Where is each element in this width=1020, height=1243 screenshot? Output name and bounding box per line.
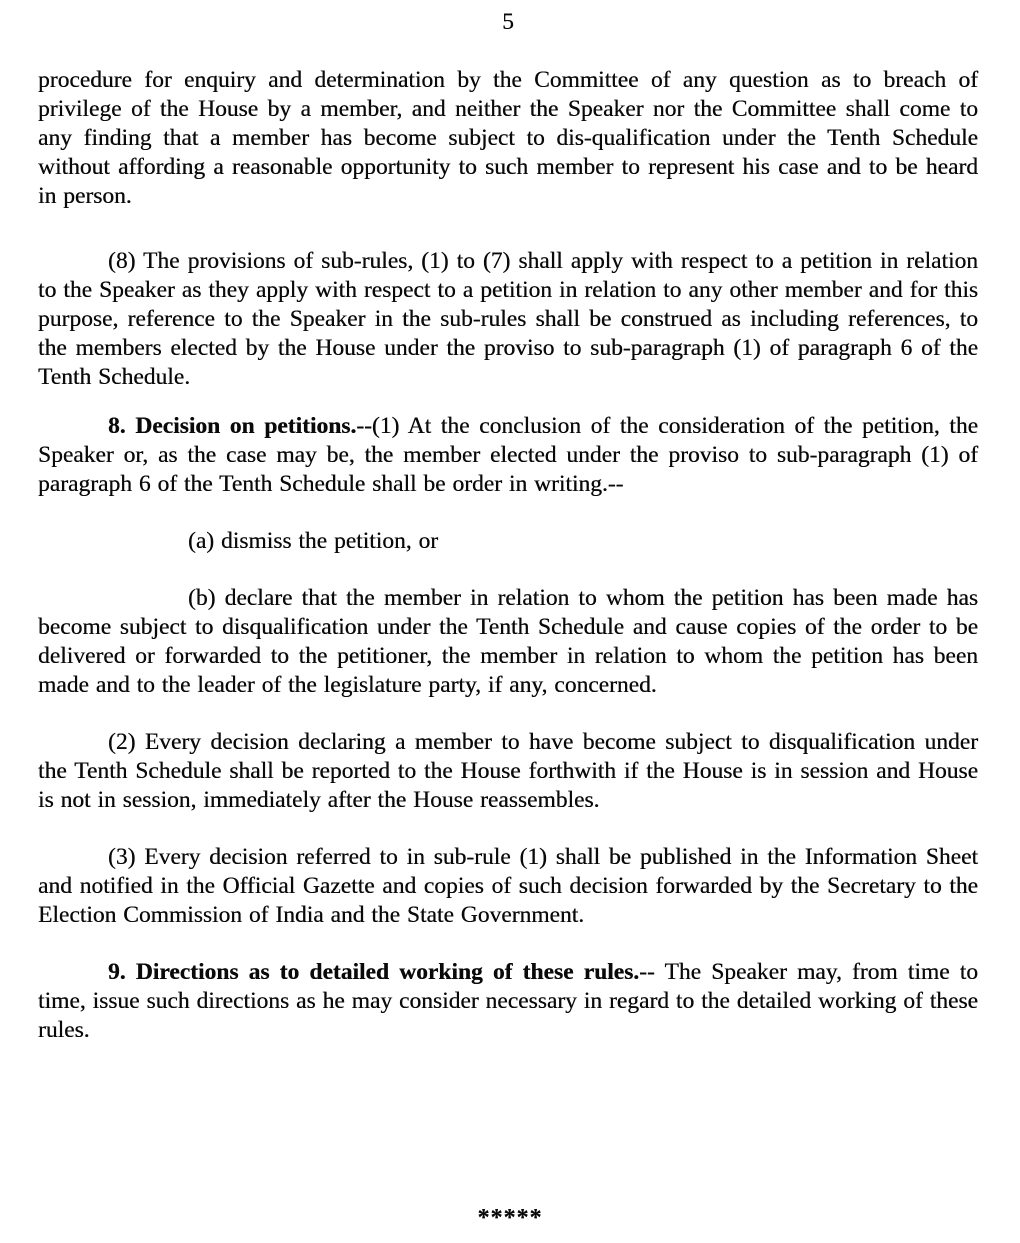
- paragraph-text: (3) Every decision referred to in sub-rule (1) shall be published in the Information Sheet and notified in the Official Gazette and copies of such decision forwarded by the Secretary to the Election Commission of India and the State Government.: [38, 844, 978, 928]
- end-of-document-mark: *****: [477, 1205, 543, 1231]
- paragraph-text: (8) The provisions of sub-rules, (1) to (7) shall apply with respect to a petition in relation to the Speaker as they apply with respect to a petition in relation to any other member and for this purpose, reference to the Speaker in the sub-rules shall be construed as including references, to the members elected by the House under the proviso to sub-paragraph (1) of paragraph 6 of the Tenth Schedule.: [38, 248, 978, 390]
- paragraph-sub-rule-8: [38, 247, 978, 392]
- paragraph-sub-rule-2: [38, 728, 978, 815]
- paragraph-clause-b: [38, 584, 978, 700]
- paragraph-sub-rule-3: [38, 843, 978, 930]
- paragraph-text: (2) Every decision declaring a member to have become subject to disqualification under the Tenth Schedule shall be reported to the House forthwith if the House is in session and House is not in session, immediately after the House reassembles.: [38, 729, 978, 813]
- paragraph-rule-9-directions: [38, 958, 978, 1045]
- paragraph-rule-8-decision-on-petitions: [38, 412, 978, 499]
- paragraph-text: The Speaker may, from time to time, issue such directions as he may consider necessary in regard to the detailed working of these rules.: [38, 959, 978, 1043]
- paragraph-text: (1) At the conclusion of the consideration of the petition, the Speaker or, as the case may be, the member elected under the proviso to sub-paragraph (1) of paragraph 6 of the Tenth Schedule shall be order in writing.--: [38, 413, 978, 497]
- paragraph-lead: 9. Directions as to detailed working of these rules.--: [108, 959, 655, 985]
- paragraph-text: (b) declare that the member in relation to whom the petition has been made has become subject to disqualification under the Tenth Schedule and cause copies of the order to be delivered or forwarded to the petitioner, the member in relation to whom the petition has been made and to the leader of the legislature party, if any, concerned.: [38, 585, 978, 698]
- paragraph-lead: 8. Decision on petitions.--: [108, 413, 372, 439]
- paragraph-clause-a: [38, 527, 978, 556]
- paragraph-continuation: [38, 66, 978, 211]
- paragraph-text: procedure for enquiry and determination by the Committee of any question as to breach of privilege of the House by a member, and neither the Speaker nor the Committee shall come to any finding that a member has become subject to dis-qualification under the Tenth Schedule without affording a reasonable opportunity to such member to represent his case and to be heard in person.: [38, 67, 978, 209]
- paragraph-text: (a) dismiss the petition, or: [188, 528, 439, 554]
- page-number: 5: [502, 9, 514, 35]
